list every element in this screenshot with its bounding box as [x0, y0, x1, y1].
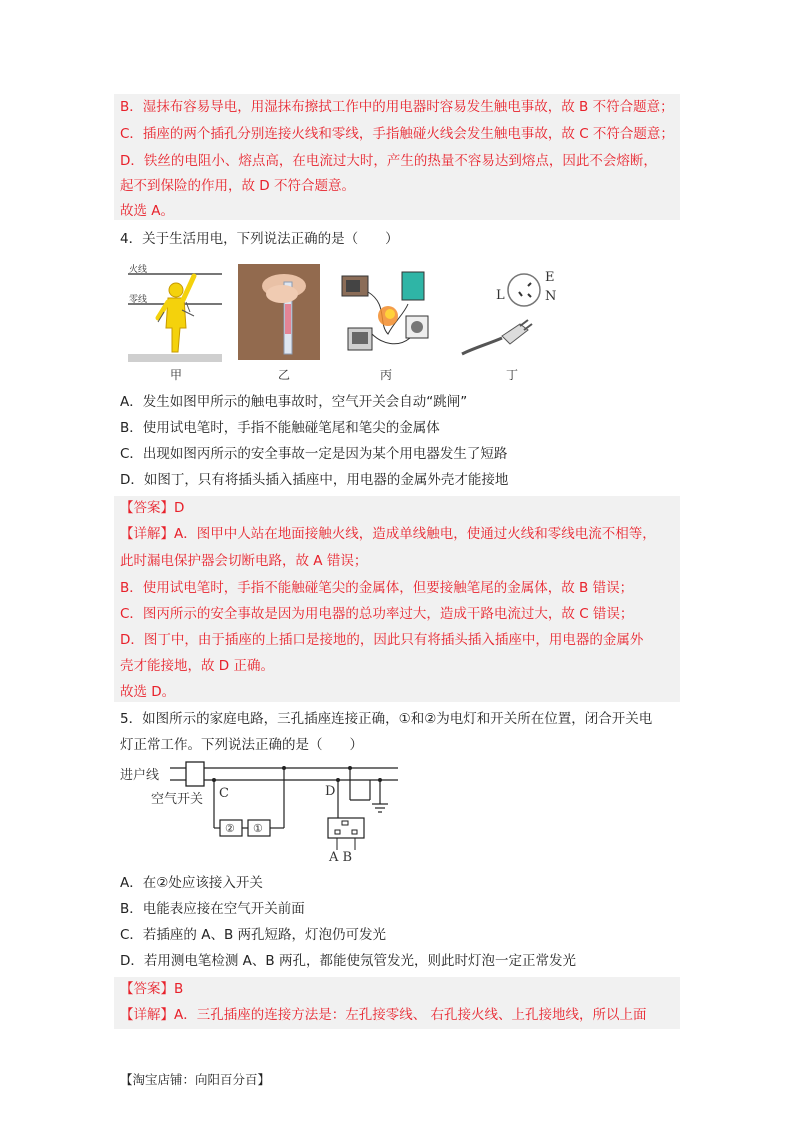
q5-answer: [120, 979, 183, 999]
q4-ding-label-n: N: [545, 289, 557, 304]
q4-ding-label-e: E: [545, 270, 555, 285]
q5-label-d: D: [325, 784, 336, 799]
q4-figure-ding: [458, 266, 558, 356]
q5-option-d: D．若用测电笔检测 A、B 两孔，都能使氖管发光，则此时灯泡一定正常发光: [120, 953, 576, 969]
q4-option-a: A．发生如图甲所示的触电事故时，空气开关会自动“跳闸”: [120, 394, 468, 410]
q4-answer: [120, 498, 184, 518]
q5-detail-tag: 【详解】: [120, 1007, 174, 1023]
q4-detail-a1: [120, 524, 656, 544]
q5-label-breaker: 空气开关: [151, 792, 204, 807]
q4-jia-fire-label: 火线: [129, 265, 148, 275]
footer-shop-name: 【淘宝店铺：向阳百分百】: [120, 1072, 271, 1087]
q4-detail-a1-text: A．图甲中人站在地面接触火线，造成单线触电，使通过火线和零线电流不相等，: [174, 526, 656, 542]
q4-option-d: D．如图丁，只有将插头插入插座中，用电器的金属外壳才能接地: [120, 472, 509, 488]
q5-option-a: A．在②处应该接入开关: [120, 875, 263, 891]
q4-option-c: C．出现如图丙所示的安全事故一定是因为某个用电器发生了短路: [120, 446, 508, 462]
q4-detail-a2: 此时漏电保护器会切断电路，故 A 错误；: [120, 553, 368, 569]
q4-caption-ding: 丁: [506, 368, 519, 382]
q3-explain-d2: 起不到保险的作用，故 D 不符合题意。: [120, 178, 355, 194]
q4-detail-b: B．使用试电笔时，手指不能触碰笔尖的金属体，但要接触笔尾的金属体，故 B 错误；: [120, 580, 634, 596]
q4-jia-zero-label: 零线: [129, 295, 148, 305]
q4-figure-yi: [238, 264, 320, 360]
q4-answer-value: D: [174, 500, 185, 516]
q5-option-c: C．若插座的 A、B 两孔短路，灯泡仍可发光: [120, 927, 387, 943]
q4-ding-label-l: L: [496, 288, 505, 303]
q5-label-ab: A B: [329, 850, 353, 865]
q3-explain-d1: D．铁丝的电阻小、熔点高，在电流过大时，产生的热量不容易达到熔点，因此不会熔断，: [120, 153, 657, 169]
q4-detail-d2: 壳才能接地，故 D 正确。: [120, 658, 274, 674]
q5-label-circle1: ①: [253, 822, 263, 835]
q4-detail-c: C．图丙所示的安全事故是因为用电器的总功率过大，造成干路电流过大，故 C 错误；: [120, 606, 634, 622]
q5-circuit-diagram: [118, 758, 408, 870]
q5-label-c: C: [219, 786, 229, 801]
q4-detail-tag: 【详解】: [120, 526, 174, 542]
q3-final-answer: 故选 A。: [120, 203, 175, 219]
q4-caption-bing: 丙: [380, 368, 393, 382]
q5-stem-line2: 灯正常工作。下列说法正确的是（ ）: [120, 737, 363, 753]
q5-detail-a1: [120, 1005, 647, 1025]
q4-final-answer: 故选 D。: [120, 684, 176, 700]
q4-answer-tag: 【答案】: [120, 500, 174, 516]
q3-explain-b: B．湿抹布容易导电，用湿抹布擦拭工作中的用电器时容易发生触电事故，故 B 不符合题意；: [120, 99, 674, 115]
q4-caption-jia: 甲: [170, 368, 183, 382]
q5-detail-a1-text: A．三孔插座的连接方法是：左孔接零线、 右孔接火线、上孔接地线，所以上面: [174, 1007, 647, 1023]
q5-option-b: B．电能表应接在空气开关前面: [120, 901, 305, 917]
q5-answer-tag: 【答案】: [120, 981, 174, 997]
q4-detail-d1: D．图丁中，由于插座的上插口是接地的，因此只有将插头插入插座中，用电器的金属外: [120, 632, 644, 648]
q5-stem-line1: 5．如图所示的家庭电路，三孔插座连接正确，①和②为电灯和开关所在位置，闭合开关电: [120, 711, 653, 727]
q4-figure-jia: [128, 262, 222, 362]
q4-stem: 4．关于生活用电，下列说法正确的是（ ）: [120, 231, 399, 247]
q5-label-circle2: ②: [225, 822, 235, 835]
q4-option-b: B．使用试电笔时，手指不能触碰笔尾和笔尖的金属体: [120, 420, 440, 436]
q5-label-inlet: 进户线: [120, 768, 160, 783]
q5-answer-value: B: [174, 981, 184, 997]
q4-figure-bing: [338, 264, 438, 360]
q3-explain-c: C．插座的两个插孔分别连接火线和零线，手指触碰火线会发生触电事故，故 C 不符合题意；: [120, 126, 674, 142]
q4-caption-yi: 乙: [278, 368, 291, 382]
